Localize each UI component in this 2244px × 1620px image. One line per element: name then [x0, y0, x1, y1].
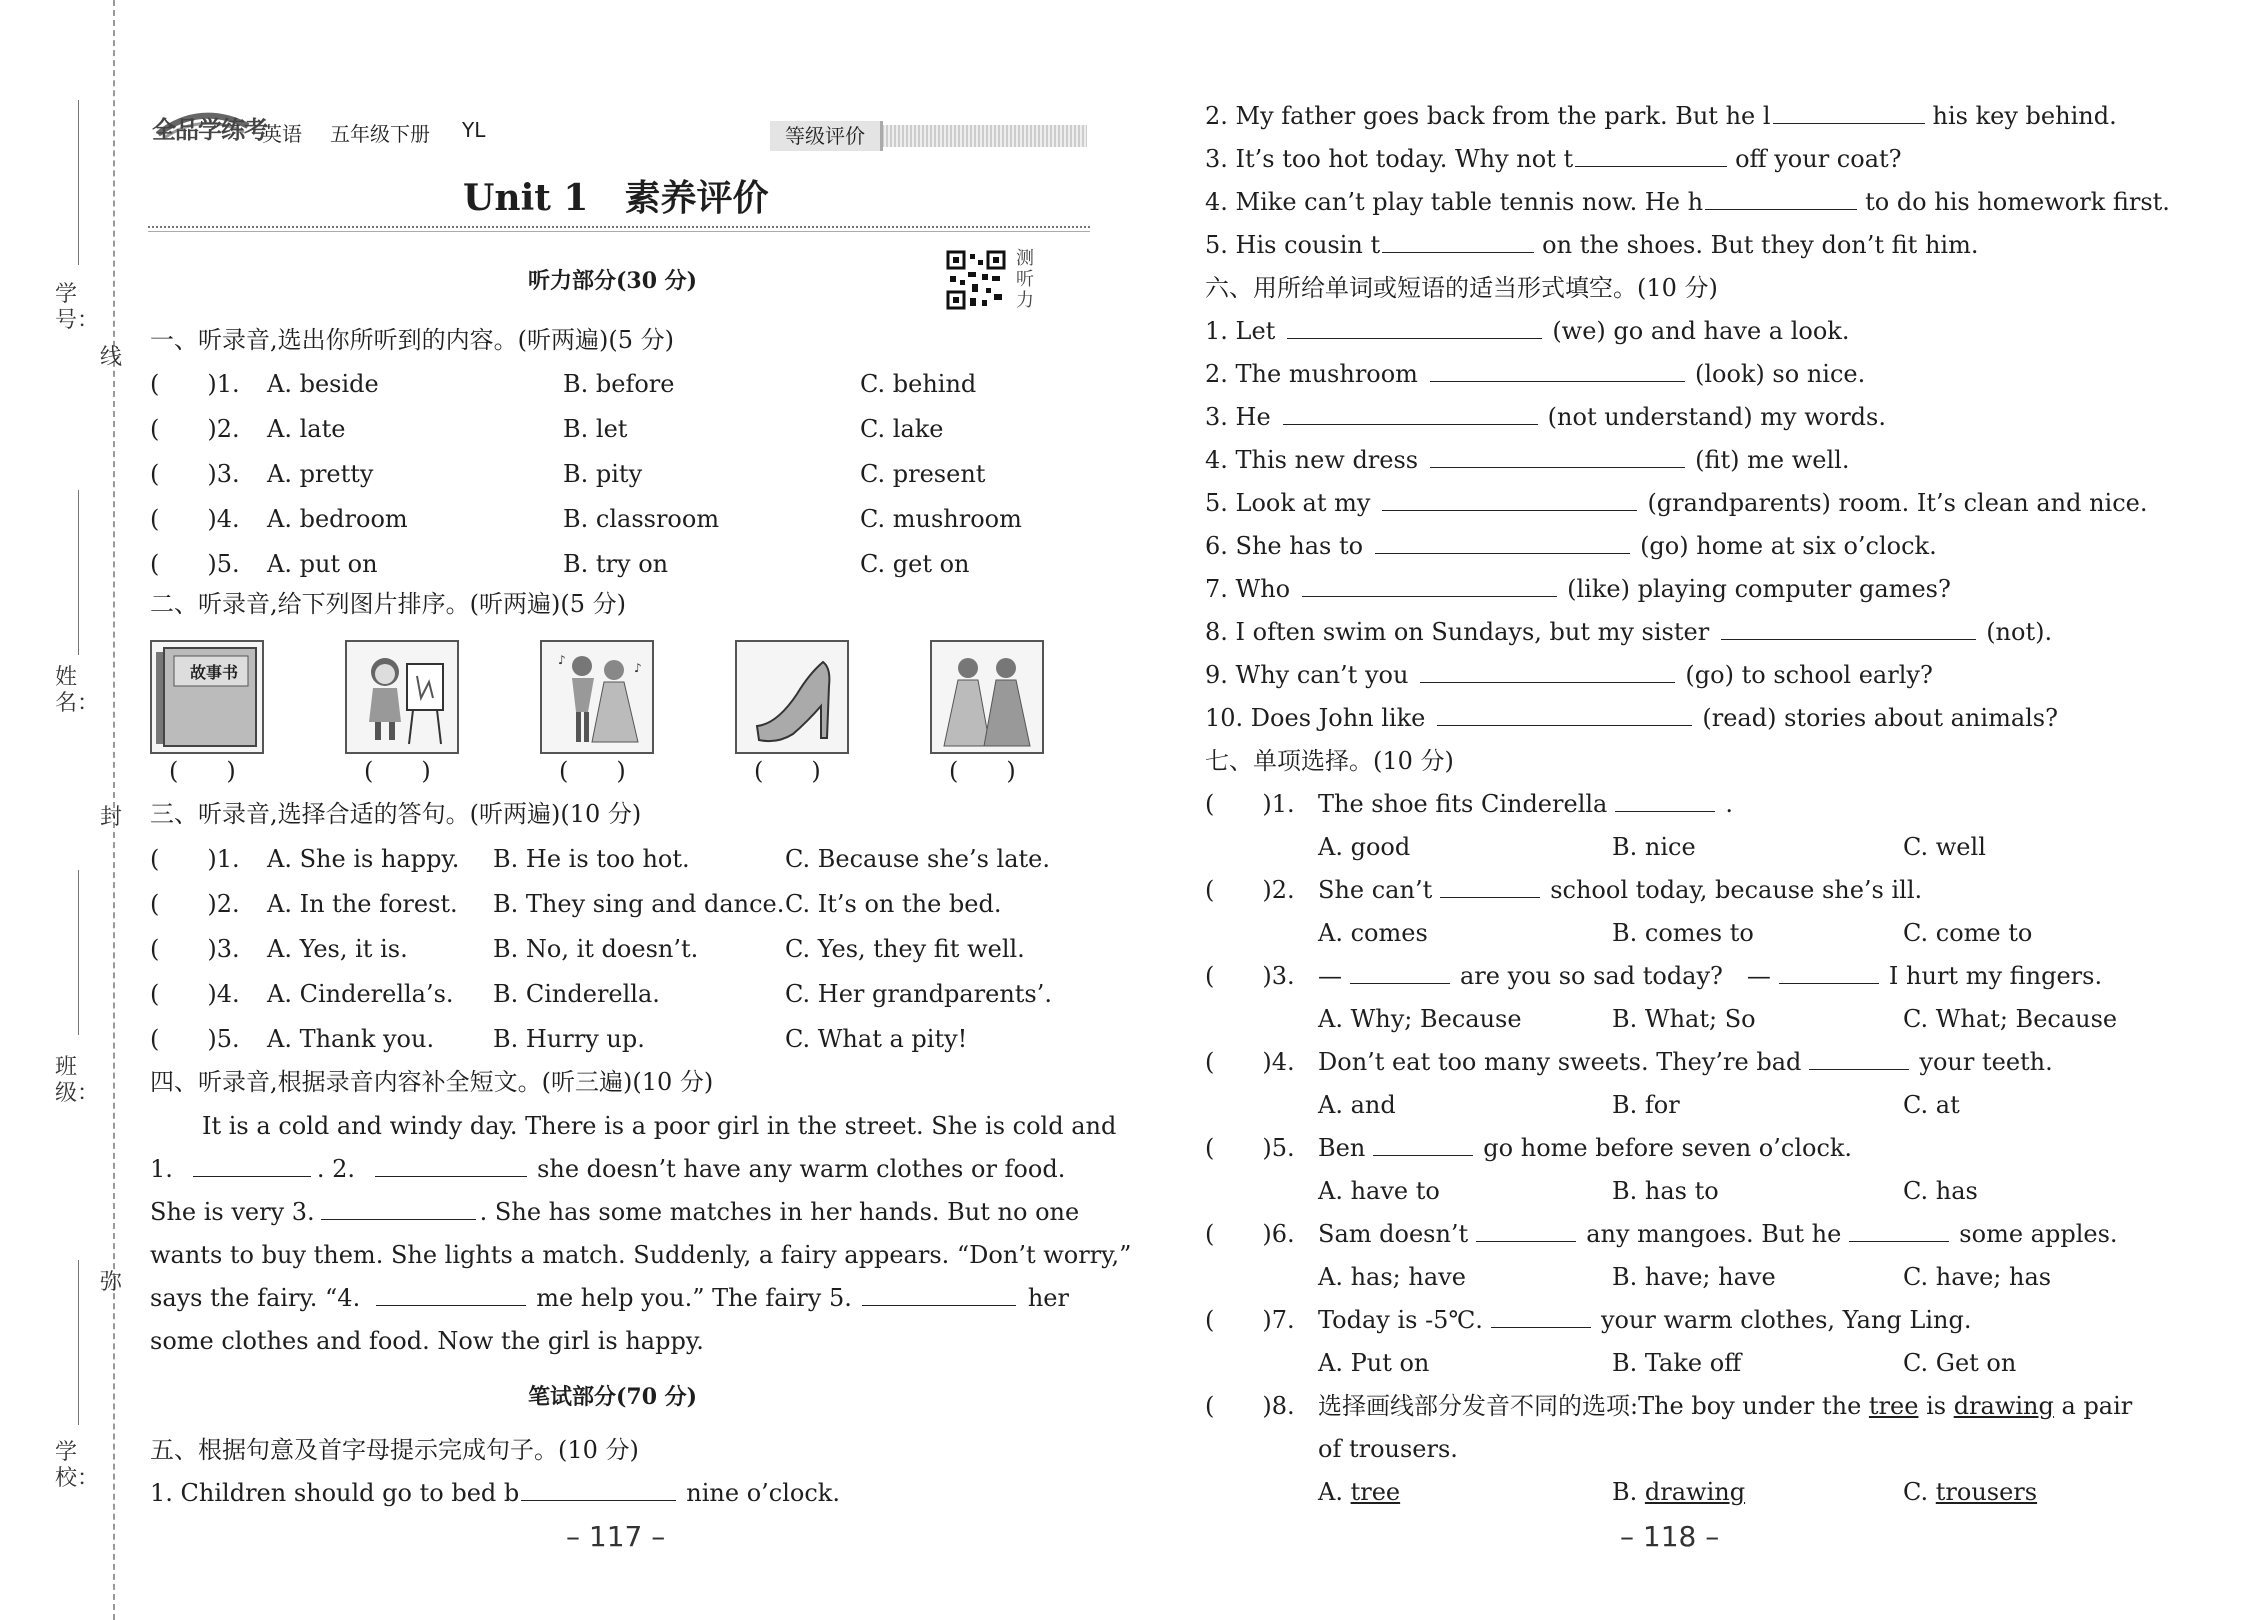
written-title: 笔试部分(70 分)	[528, 1384, 698, 1410]
s7-q2-stem	[1318, 874, 1922, 906]
logo	[150, 104, 267, 164]
s7-q8-line-2: of trousers.	[1318, 1435, 1458, 1463]
margin-line-3	[78, 870, 79, 1035]
s6-q8-hint: (not).	[1986, 618, 2053, 646]
s7-q1-text-a: The shoe fits Cinderella	[1318, 790, 1608, 818]
s7-q5-option-b[interactable]: B. has to	[1612, 1177, 1719, 1205]
s5-q1-blank[interactable]	[521, 1478, 676, 1501]
svg-text:♪: ♪	[634, 661, 642, 675]
listening-title: 听力部分(30 分)	[528, 268, 698, 294]
s7-q8-suffix: a pair	[2053, 1392, 2133, 1420]
s3-q3-num[interactable]: ( )3.	[150, 935, 240, 963]
tag-label: 等级评价	[770, 121, 883, 151]
page-number-right: – 118 –	[1620, 1520, 1720, 1553]
s7-q8-option-b-word: drawing	[1644, 1478, 1746, 1506]
s6-q6-blank[interactable]	[1375, 531, 1630, 554]
title-rule	[148, 226, 1090, 228]
s3-q3-option-b: B. No, it doesn’t.	[493, 935, 699, 963]
dancing-couple-icon	[542, 642, 652, 752]
s7-q1-option-c[interactable]: C. well	[1903, 833, 1986, 861]
margin-line-1	[78, 100, 79, 265]
s1-q5-option-c: C. get on	[860, 550, 970, 578]
s2-answer-3[interactable]: ( )	[559, 757, 626, 785]
s4-l3b: . She has some matches in her hands. But no one	[479, 1198, 1080, 1226]
s1-q3-option-c: C. present	[860, 460, 986, 488]
s5-q2-end: his key behind.	[1932, 102, 2117, 130]
s6-q2-hint: (look) so nice.	[1694, 360, 1866, 388]
s5-q4-end: to do his homework first.	[1865, 188, 2170, 216]
tag-shade	[882, 125, 1087, 147]
s5-q1	[150, 1477, 840, 1509]
s7-q2-text-b: school today, because she’s ill.	[1550, 876, 1923, 904]
s7-q1-stem	[1318, 788, 1733, 820]
s6-q2-text: 2. The mushroom	[1205, 360, 1418, 388]
s7-q6-option-a[interactable]: A. has; have	[1318, 1263, 1466, 1291]
s7-q4-stem	[1318, 1046, 2053, 1078]
s6-q3-blank[interactable]	[1283, 402, 1538, 425]
s7-q4-option-b[interactable]: B. for	[1612, 1091, 1680, 1119]
s7-q6-blank-2[interactable]	[1849, 1219, 1949, 1242]
s6-q1-blank[interactable]	[1287, 316, 1542, 339]
s7-q3-text-c: I hurt my fingers.	[1888, 962, 2103, 990]
s7-q8-option-a-word: tree	[1350, 1478, 1401, 1506]
s7-q8-word-1: tree	[1868, 1392, 1919, 1420]
s7-q8-option-c-label: C.	[1903, 1478, 1936, 1506]
s1-q4-option-c: C. mushroom	[860, 505, 1022, 533]
margin-label-line: 线	[100, 345, 123, 370]
s7-q8-option-a-label: A.	[1318, 1478, 1351, 1506]
s6-q7-text: 7. Who	[1205, 575, 1291, 603]
s7-q1-text-b: .	[1725, 790, 1733, 818]
s1-q4-num[interactable]: ( )4.	[150, 505, 240, 533]
s4-line-3	[150, 1196, 1079, 1228]
s1-q5-option-b: B. try on	[563, 550, 669, 578]
s7-q2-option-a[interactable]: A. comes	[1318, 919, 1428, 947]
s6-q5	[1205, 487, 2148, 519]
s1-q2-option-b: B. let	[563, 415, 628, 443]
s7-q3-blank-2[interactable]	[1779, 961, 1879, 984]
s4-blank-1[interactable]	[193, 1154, 311, 1177]
s2-title: 二、听录音,给下列图片排序。(听两遍)(5 分)	[150, 590, 626, 618]
s1-q5-option-a: A. put on	[267, 550, 378, 578]
s5-q5-end: on the shoes. But they don’t fit him.	[1542, 231, 1979, 259]
page-number-left: – 117 –	[566, 1520, 666, 1553]
s3-q5-option-c: C. What a pity!	[785, 1025, 968, 1053]
picture-princesses	[930, 640, 1044, 754]
qr-label: 测听力	[1016, 248, 1034, 311]
s6-q4	[1205, 444, 1849, 476]
margin-line-4	[78, 1260, 79, 1425]
s7-q6-num[interactable]: ( )6.	[1205, 1220, 1295, 1248]
picture-dancing-couple	[540, 640, 654, 754]
s7-q8-mid: is	[1918, 1392, 1954, 1420]
s6-q9	[1205, 659, 1933, 691]
s6-q10-text: 10. Does John like	[1205, 704, 1426, 732]
s7-q6-blank-1[interactable]	[1476, 1219, 1576, 1242]
s7-q2-option-b[interactable]: B. comes to	[1612, 919, 1754, 947]
s7-q4-num[interactable]: ( )4.	[1205, 1048, 1295, 1076]
s7-q8-option-c-word: trousers	[1935, 1478, 2038, 1506]
header-tag	[770, 121, 1090, 151]
s6-q1-text: 1. Let	[1205, 317, 1276, 345]
s4-line-5	[150, 1282, 1069, 1314]
margin-label-seal: 封	[100, 805, 123, 830]
s1-q1-num[interactable]: ( )1.	[150, 370, 240, 398]
s6-q7-hint: (like) playing computer games?	[1567, 575, 1951, 603]
picture-girl-painting	[345, 640, 459, 754]
s5-q4-text: 4. Mike can’t play table tennis now. He h	[1205, 188, 1704, 216]
s2-answer-5[interactable]: ( )	[949, 757, 1016, 785]
s6-q4-text: 4. This new dress	[1205, 446, 1419, 474]
s6-q3	[1205, 401, 1886, 433]
picture-glass-shoe	[735, 640, 849, 754]
s4-line-6: some clothes and food. Now the girl is happy.	[150, 1327, 704, 1355]
s1-q2-option-a: A. late	[267, 415, 346, 443]
s1-q4-option-b: B. classroom	[563, 505, 720, 533]
s7-q7-option-a[interactable]: A. Put on	[1318, 1349, 1430, 1377]
s5-q3-text: 3. It’s too hot today. Why not t	[1205, 145, 1574, 173]
s7-q2-option-c[interactable]: C. come to	[1903, 919, 2033, 947]
s7-q7-option-c[interactable]: C. Get on	[1903, 1349, 2017, 1377]
s6-title: 六、用所给单词或短语的适当形式填空。(10 分)	[1205, 274, 1718, 302]
s4-blank-2[interactable]	[375, 1154, 527, 1177]
s5-q5-text: 5. His cousin t	[1205, 231, 1381, 259]
s7-q5-text-a: Ben	[1318, 1134, 1366, 1162]
s3-q2-option-c: C. It’s on the bed.	[785, 890, 1002, 918]
picture-storybook	[150, 640, 264, 754]
s7-q3-num[interactable]: ( )3.	[1205, 962, 1295, 990]
header-grade: 五年级下册	[330, 122, 430, 146]
s6-q10-hint: (read) stories about animals?	[1702, 704, 2058, 732]
s6-q4-blank[interactable]	[1430, 445, 1685, 468]
s4-blank-3[interactable]	[321, 1197, 476, 1220]
s7-q2-num[interactable]: ( )2.	[1205, 876, 1295, 904]
s7-q3-option-c[interactable]: C. What; Because	[1903, 1005, 2118, 1033]
s7-title: 七、单项选择。(10 分)	[1205, 747, 1454, 775]
s7-q8-stem	[1318, 1390, 2132, 1422]
s6-q2-blank[interactable]	[1430, 359, 1685, 382]
s3-q4-num[interactable]: ( )4.	[150, 980, 240, 1008]
s7-q5-option-a[interactable]: A. have to	[1318, 1177, 1440, 1205]
s7-q4-option-a[interactable]: A. and	[1318, 1091, 1396, 1119]
s5-q1-end: nine o’clock.	[686, 1479, 840, 1507]
margin-label-mi: 弥	[100, 1270, 123, 1295]
s6-q3-text: 3. He	[1205, 403, 1271, 431]
s5-title: 五、根据句意及首字母提示完成句子。(10 分)	[150, 1436, 639, 1464]
s7-q8-option-b[interactable]	[1612, 1476, 1745, 1508]
s6-q8	[1205, 616, 2052, 648]
s4-line-1: It is a cold and windy day. There is a poor girl in the street. She is cold and	[202, 1112, 1117, 1140]
title-rule-2	[148, 231, 1090, 232]
s6-q1	[1205, 315, 1849, 347]
s5-q5-blank[interactable]	[1382, 230, 1534, 253]
s6-q5-text: 5. Look at my	[1205, 489, 1371, 517]
s7-q3-blank-1[interactable]	[1350, 961, 1450, 984]
s6-q9-blank[interactable]	[1420, 660, 1675, 683]
s7-q8-option-c[interactable]	[1903, 1476, 2037, 1508]
s5-q3	[1205, 143, 1902, 175]
s3-q1-option-c: C. Because she’s late.	[785, 845, 1050, 873]
s4-l2c: she doesn’t have any warm clothes or food.	[537, 1155, 1066, 1183]
qr-code[interactable]	[946, 250, 1006, 310]
s6-q10-blank[interactable]	[1437, 703, 1692, 726]
s4-l3a: She is very 3.	[150, 1198, 315, 1226]
s3-q2-option-b: B. They sing and dance.	[493, 890, 785, 918]
s1-q3-option-a: A. pretty	[267, 460, 374, 488]
header-edition: YL	[462, 118, 486, 142]
s7-q8-word-2: drawing	[1953, 1392, 2054, 1420]
s7-q8-prefix: 选择画线部分发音不同的选项:The boy under the	[1318, 1392, 1869, 1420]
s5-q4	[1205, 186, 2170, 218]
s6-q5-blank[interactable]	[1382, 488, 1637, 511]
s7-q3-text-a: —	[1318, 962, 1342, 990]
storybook-icon	[152, 642, 262, 752]
s4-l2b: . 2.	[316, 1155, 356, 1183]
s6-q8-blank[interactable]	[1721, 617, 1976, 640]
s7-q4-blank-1[interactable]	[1809, 1047, 1909, 1070]
svg-text:♪: ♪	[558, 653, 566, 667]
margin-label-school: 学校：	[55, 1440, 100, 1491]
logo-text: 全品学练考	[152, 116, 267, 144]
s7-q8-option-b-label: B.	[1612, 1478, 1645, 1506]
s7-q6-text-c: some apples.	[1959, 1220, 2118, 1248]
s3-q4-option-a: A. Cinderella’s.	[267, 980, 454, 1008]
s7-q1-option-b[interactable]: B. nice	[1612, 833, 1696, 861]
s4-l5a: says the fairy. “4.	[150, 1284, 361, 1312]
s1-q1-option-c: C. behind	[860, 370, 977, 398]
s7-q1-blank-1[interactable]	[1615, 789, 1715, 812]
s7-q5-num[interactable]: ( )5.	[1205, 1134, 1295, 1162]
s6-q7-blank[interactable]	[1302, 574, 1557, 597]
s7-q4-text-b: your teeth.	[1919, 1048, 2053, 1076]
s7-q4-option-c[interactable]: C. at	[1903, 1091, 1960, 1119]
s6-q6-text: 6. She has to	[1205, 532, 1364, 560]
margin-label-name: 姓名：	[55, 665, 100, 716]
s3-q1-option-a: A. She is happy.	[267, 845, 460, 873]
s1-q2-option-c: C. lake	[860, 415, 944, 443]
s2-answer-4[interactable]: ( )	[754, 757, 821, 785]
s6-q9-text: 9. Why can’t you	[1205, 661, 1409, 689]
s6-q8-text: 8. I often swim on Sundays, but my sister	[1205, 618, 1710, 646]
s4-l5b: me help you.” The fairy 5.	[536, 1284, 852, 1312]
s3-title: 三、听录音,选择合适的答句。(听两遍)(10 分)	[150, 800, 642, 828]
s7-q7-text-b: your warm clothes, Yang Ling.	[1600, 1306, 1972, 1334]
storybook-label: 故事书	[190, 663, 239, 682]
girl-painting-icon	[347, 642, 457, 752]
s7-q7-stem	[1318, 1304, 1971, 1336]
margin-line-2	[78, 490, 79, 655]
s3-q2-num[interactable]: ( )2.	[150, 890, 240, 918]
s4-line-4: wants to buy them. She lights a match. Suddenly, a fairy appears. “Don’t worry,”	[150, 1241, 1132, 1269]
s3-q3-option-a: A. Yes, it is.	[267, 935, 408, 963]
s4-blank-4[interactable]	[376, 1283, 526, 1306]
page-title: Unit 1 素养评价	[463, 177, 769, 219]
s7-q7-num[interactable]: ( )7.	[1205, 1306, 1295, 1334]
s3-q4-option-b: B. Cinderella.	[493, 980, 660, 1008]
s4-line-2	[150, 1153, 1065, 1185]
s6-q5-hint: (grandparents) room. It’s clean and nice.	[1647, 489, 2148, 517]
s3-q4-option-c: C. Her grandparents’.	[785, 980, 1052, 1008]
s6-q9-hint: (go) to school early?	[1685, 661, 1933, 689]
s3-q5-option-b: B. Hurry up.	[493, 1025, 645, 1053]
s6-q4-hint: (fit) me well.	[1695, 446, 1850, 474]
s6-q2	[1205, 358, 1865, 390]
margin-label-class: 班级：	[55, 1055, 100, 1106]
s4-l5c: her	[1027, 1284, 1069, 1312]
s6-q7	[1205, 573, 1951, 605]
s1-q1-option-a: A. beside	[267, 370, 379, 398]
s5-q2-text: 2. My father goes back from the park. But he l	[1205, 102, 1771, 130]
margin-label-student-no: 学号：	[55, 282, 100, 333]
princesses-icon	[932, 642, 1042, 752]
s1-q3-num[interactable]: ( )3.	[150, 460, 240, 488]
s6-q3-hint: (not understand) my words.	[1547, 403, 1886, 431]
s5-q3-blank[interactable]	[1575, 144, 1727, 167]
s3-q5-option-a: A. Thank you.	[267, 1025, 435, 1053]
s7-q3-option-a[interactable]: A. Why; Because	[1318, 1005, 1522, 1033]
s6-q1-hint: (we) go and have a look.	[1552, 317, 1850, 345]
s3-q1-num[interactable]: ( )1.	[150, 845, 240, 873]
s7-q8-option-a[interactable]	[1318, 1476, 1400, 1508]
s7-q8-num[interactable]: ( )8.	[1205, 1392, 1295, 1420]
s7-q3-stem	[1318, 960, 2102, 992]
s7-q1-option-a[interactable]: A. good	[1318, 833, 1411, 861]
s5-q4-blank[interactable]	[1705, 187, 1857, 210]
s1-q4-option-a: A. bedroom	[267, 505, 408, 533]
s7-q1-num[interactable]: ( )1.	[1205, 790, 1295, 818]
s4-title: 四、听录音,根据录音内容补全短文。(听三遍)(10 分)	[150, 1068, 714, 1096]
s7-q5-blank-1[interactable]	[1373, 1133, 1473, 1156]
qr-code-icon[interactable]	[946, 250, 1006, 310]
s7-q4-text-a: Don’t eat too many sweets. They’re bad	[1318, 1048, 1802, 1076]
s1-q5-num[interactable]: ( )5.	[150, 550, 240, 578]
glass-shoe-icon	[737, 642, 847, 752]
s7-q7-option-b[interactable]: B. Take off	[1612, 1349, 1742, 1377]
s2-answer-1[interactable]: ( )	[169, 757, 236, 785]
s5-q2-blank[interactable]	[1773, 101, 1925, 124]
s3-q5-num[interactable]: ( )5.	[150, 1025, 240, 1053]
s3-q3-option-c: C. Yes, they fit well.	[785, 935, 1025, 963]
s7-q7-text-a: Today is -5℃.	[1318, 1306, 1483, 1334]
s7-q5-stem	[1318, 1132, 1852, 1164]
s1-q2-num[interactable]: ( )2.	[150, 415, 240, 443]
s7-q3-option-b[interactable]: B. What; So	[1612, 1005, 1756, 1033]
s3-q2-option-a: A. In the forest.	[267, 890, 458, 918]
s7-q5-option-c[interactable]: C. has	[1903, 1177, 1978, 1205]
s1-q1-option-b: B. before	[563, 370, 675, 398]
s6-q10	[1205, 702, 2058, 734]
header-subject: 英语	[262, 122, 302, 146]
s2-answer-2[interactable]: ( )	[364, 757, 431, 785]
s7-q6-option-c[interactable]: C. have; has	[1903, 1263, 2052, 1291]
s7-q6-text-a: Sam doesn’t	[1318, 1220, 1469, 1248]
s5-q3-end: off your coat?	[1735, 145, 1902, 173]
s7-q6-option-b[interactable]: B. have; have	[1612, 1263, 1776, 1291]
s6-q6	[1205, 530, 1937, 562]
s3-q1-option-b: B. He is too hot.	[493, 845, 690, 873]
s5-q1-text: 1. Children should go to bed b	[150, 1479, 520, 1507]
s7-q6-stem	[1318, 1218, 2118, 1250]
s7-q2-blank-1[interactable]	[1440, 875, 1540, 898]
s1-q3-option-b: B. pity	[563, 460, 643, 488]
s7-q6-text-b: any mangoes. But he	[1586, 1220, 1842, 1248]
s7-q5-text-b: go home before seven o’clock.	[1483, 1134, 1853, 1162]
s6-q6-hint: (go) home at six o’clock.	[1640, 532, 1937, 560]
s7-q2-text-a: She can’t	[1318, 876, 1433, 904]
s7-q3-text-b: are you so sad today? —	[1460, 962, 1771, 990]
s7-q7-blank-1[interactable]	[1491, 1305, 1591, 1328]
s5-q5	[1205, 229, 1978, 261]
s4-blank-5[interactable]	[862, 1283, 1016, 1306]
s5-q2	[1205, 100, 2117, 132]
s1-title: 一、听录音,选出你所听到的内容。(听两遍)(5 分)	[150, 326, 674, 354]
s4-l2a: 1.	[150, 1155, 173, 1183]
